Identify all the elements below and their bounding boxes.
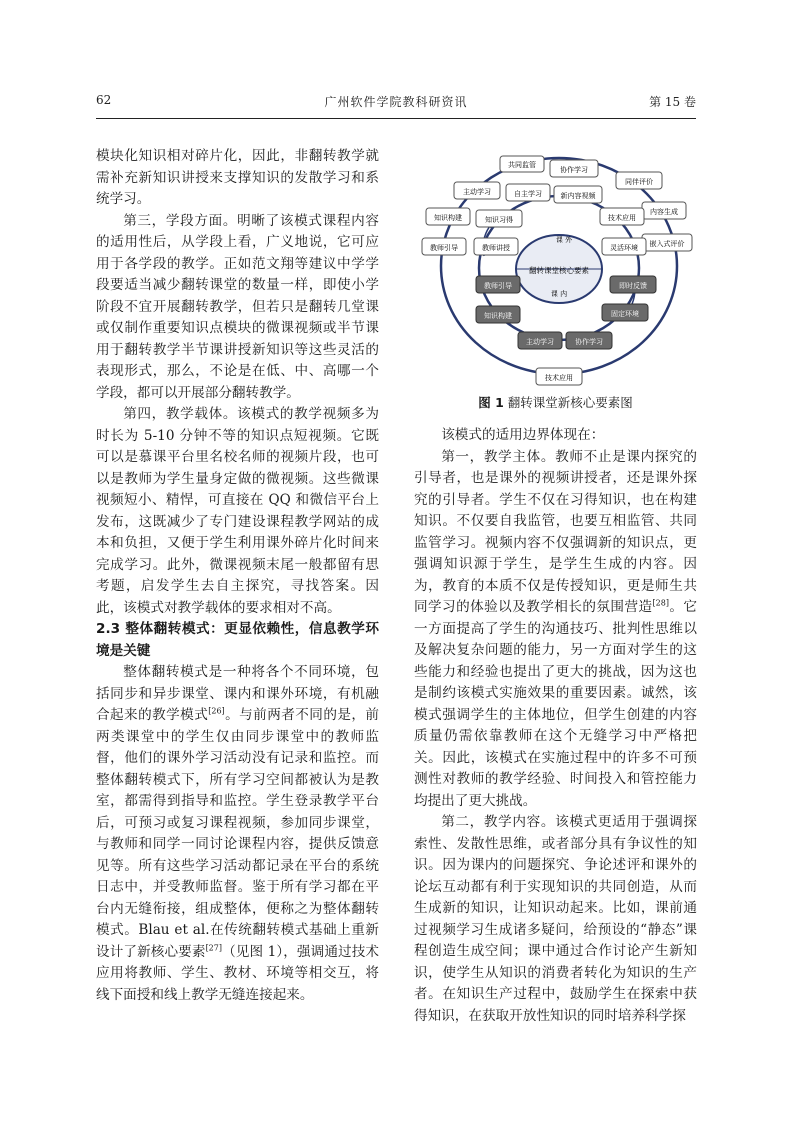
paragraph (414, 447, 697, 813)
box-outer-0 (500, 156, 544, 172)
box-mid-2 (476, 210, 522, 227)
box-inner-5 (566, 332, 612, 349)
box-label: 共同监管 (508, 161, 536, 169)
box-inner-3 (602, 304, 648, 321)
inside-class-label: 课 内 (550, 290, 568, 298)
box-outer-1 (550, 160, 598, 177)
box-inner-1 (610, 276, 656, 293)
paragraph: 第二，教学内容。该模式更适用于强调探索性、发散性思维，或者部分具有争议性的知识。因为课内的问题探究、争论述评和课外的论坛互动都有利于实现知识的共同创造，从而生成新的知识，让知识动起来。比如，课前通过视频学习生成诸多疑问，给预设的“静态”课程创造生成空间；课中通过合作讨论产生新知识，使学生从知识的消费者转化为知识的生产者。在知识生产过程中，鼓励学生在探索中获得知识，在获取开放性知识的同时培养科学探 (414, 814, 697, 1024)
box-label: 知识习得 (485, 216, 513, 224)
box-label: 同伴评价 (625, 178, 653, 186)
box-label: 主动学习 (526, 338, 554, 346)
box-label: 主动学习 (463, 188, 491, 196)
text-run: 第一，教学主体。教师不止是课内探究的引导者，也是课外的视频讲授者，还是课外探究的引导者。学生不仅在习得知识，也在构建知识。不仅要自我监管，也要互相监管、共同监管学习。视频内容不仅强调新的知识点，更强调知识源于学生，是学生生成的内容。因为，教育的本质不仅是传授知识，更是师生共同学习的体验以及教学相长的氛围营造 (414, 448, 697, 615)
text-run: （见图 1），强调通过技术应用将教师、学生、教材、环境等相交互，将线下面授和线上教学无缝连接起来。 (96, 943, 380, 1003)
box-bottom (536, 368, 582, 385)
box-inner-0 (476, 276, 520, 293)
box-outer-6 (422, 238, 466, 255)
section-heading: 2.3 整体翻转模式：更显依赖性，信息教学环境是关键 (96, 621, 379, 659)
core-elements-figure (414, 146, 697, 406)
box-label: 协作学习 (575, 338, 603, 346)
box-label: 教师引导 (430, 244, 458, 252)
box-mid-3 (600, 208, 644, 225)
right-column (414, 425, 697, 1027)
box-mid-0 (506, 184, 550, 201)
core-label: 翻转课堂核心要素 (529, 266, 589, 275)
box-outer-7 (642, 234, 692, 251)
box-mid-4 (474, 238, 518, 255)
box-mid-1 (554, 186, 602, 203)
box-label: 知识构建 (434, 214, 462, 222)
box-outer-3 (616, 172, 662, 189)
text-run: 。与前两者不同的是，前两类课堂中的学生仅由同步课堂中的教师监督，他们的课外学习活动没有记录和监控。而整体翻转模式下，所有学习空间都被认为是教室，都需得到指导和监控。学生登录教学平台后，可预习或复习课程视频，参加同步课堂，与教师和同学一同讨论课程内容，提供反馈意见等。所有这些学习活动都记录在平台的系统日志中，并受教师监督。鉴于所有学习都在平台内无缝衔接，组成整体，便称之为整体翻转模式。Blau et al.在传统翻转模式基础上重新设计了新核心要素 (96, 707, 380, 960)
paragraph: 该模式的适用边界体现在： (441, 427, 605, 443)
box-label: 技术应用 (608, 214, 636, 222)
header-rule (96, 118, 696, 119)
box-outer-4 (426, 208, 470, 225)
figure-title: 翻转课堂新核心要素图 (507, 395, 633, 410)
box-label: 即时反馈 (619, 282, 647, 290)
paragraph: 第三，学段方面。明晰了该模式课程内容的适用性后，从学段上看，广义地说，它可应用于各学段的教学。正如范文翔等建议中学学段要适当减少翻转课堂的数量一样，即使小学阶段不宜开展翻转教学，但若只是翻转几堂课或仅制作重要知识点模块的微课视频或半节课用于翻转教学半节课讲授新知识等这些灵活的表现形式，那么，不论是在低、中、高哪一个学段，都可以开展部分翻转教学。 (96, 212, 379, 401)
box-label: 技术应用 (545, 374, 573, 382)
text-run: 整体翻转模式是一种将各个不同环境，包括同步和异步课堂、课内和课外环境，有机融合起来的教学模式 (96, 664, 379, 723)
box-label: 教师讲授 (482, 244, 510, 252)
volume-label: 第 15 卷 (649, 95, 696, 109)
box-label: 灵活环境 (610, 244, 638, 252)
box-outer-2 (454, 182, 500, 199)
box-label: 协作学习 (560, 166, 588, 174)
page-number: 62 (96, 93, 112, 107)
paragraph: 第四，教学载体。该模式的教学视频多为时长为 5-10 分钟不等的知识点短视频。它既可以是慕课平台里名校名师的视频片段，也可以是教师为学生量身定做的微视频。这些微课视频短小、精悍，可直接在 QQ 和微信平台上发布，这既减少了专门建设课程教学网站的成本和负担，又便于学生利用课外碎片化时间来完成学习。此外，微课视频末尾一般都留有思考题，启发学生去自主探究，寻找答案。因此，该模式对教学载体的要求相对不高。 (96, 406, 379, 616)
citation: [28] (652, 598, 669, 608)
figure-diagram (414, 146, 697, 396)
box-label: 自主学习 (514, 190, 542, 198)
box-outer-5 (642, 202, 686, 219)
outside-class-label: 课 外 (555, 236, 573, 244)
box-label: 新内容视频 (560, 192, 596, 200)
citation: [27] (205, 942, 222, 952)
figure-caption (414, 393, 697, 411)
paragraph: 模块化知识相对碎片化，因此，非翻转教学就需补充新知识讲授来支撑知识的发散学习和系统学习。 (96, 148, 379, 207)
journal-title: 广州软件学院教科研资讯 (324, 95, 468, 109)
citation: [26] (208, 706, 225, 716)
box-inner-4 (518, 332, 562, 349)
box-inner-2 (476, 306, 520, 323)
box-label: 知识构建 (484, 312, 512, 320)
box-label: 固定环境 (611, 310, 639, 318)
box-mid-5 (602, 238, 646, 255)
paragraph (96, 662, 379, 1006)
running-header (96, 93, 696, 113)
figure-number: 图 1 (478, 395, 504, 410)
box-label: 内容生成 (650, 208, 678, 216)
box-label: 嵌入式评价 (649, 240, 685, 248)
box-label: 教师引导 (484, 282, 512, 290)
text-run: 。它一方面提高了学生的沟通技巧、批判性思维以及解决复杂问题的能力，另一方面对学生的这些能力和经验也提出了更大的挑战，因为这也是制约该模式实施效果的重要因素。诚然，该模式强调学生的主体地位，但学生创建的内容质量仍需依靠教师在这个无缝学习中严格把关。因此，该模式在实施过程中的许多不可预测性对教师的教学经验、时间投入和管控能力均提出了更大挑战。 (414, 599, 698, 809)
left-column (96, 146, 379, 1006)
